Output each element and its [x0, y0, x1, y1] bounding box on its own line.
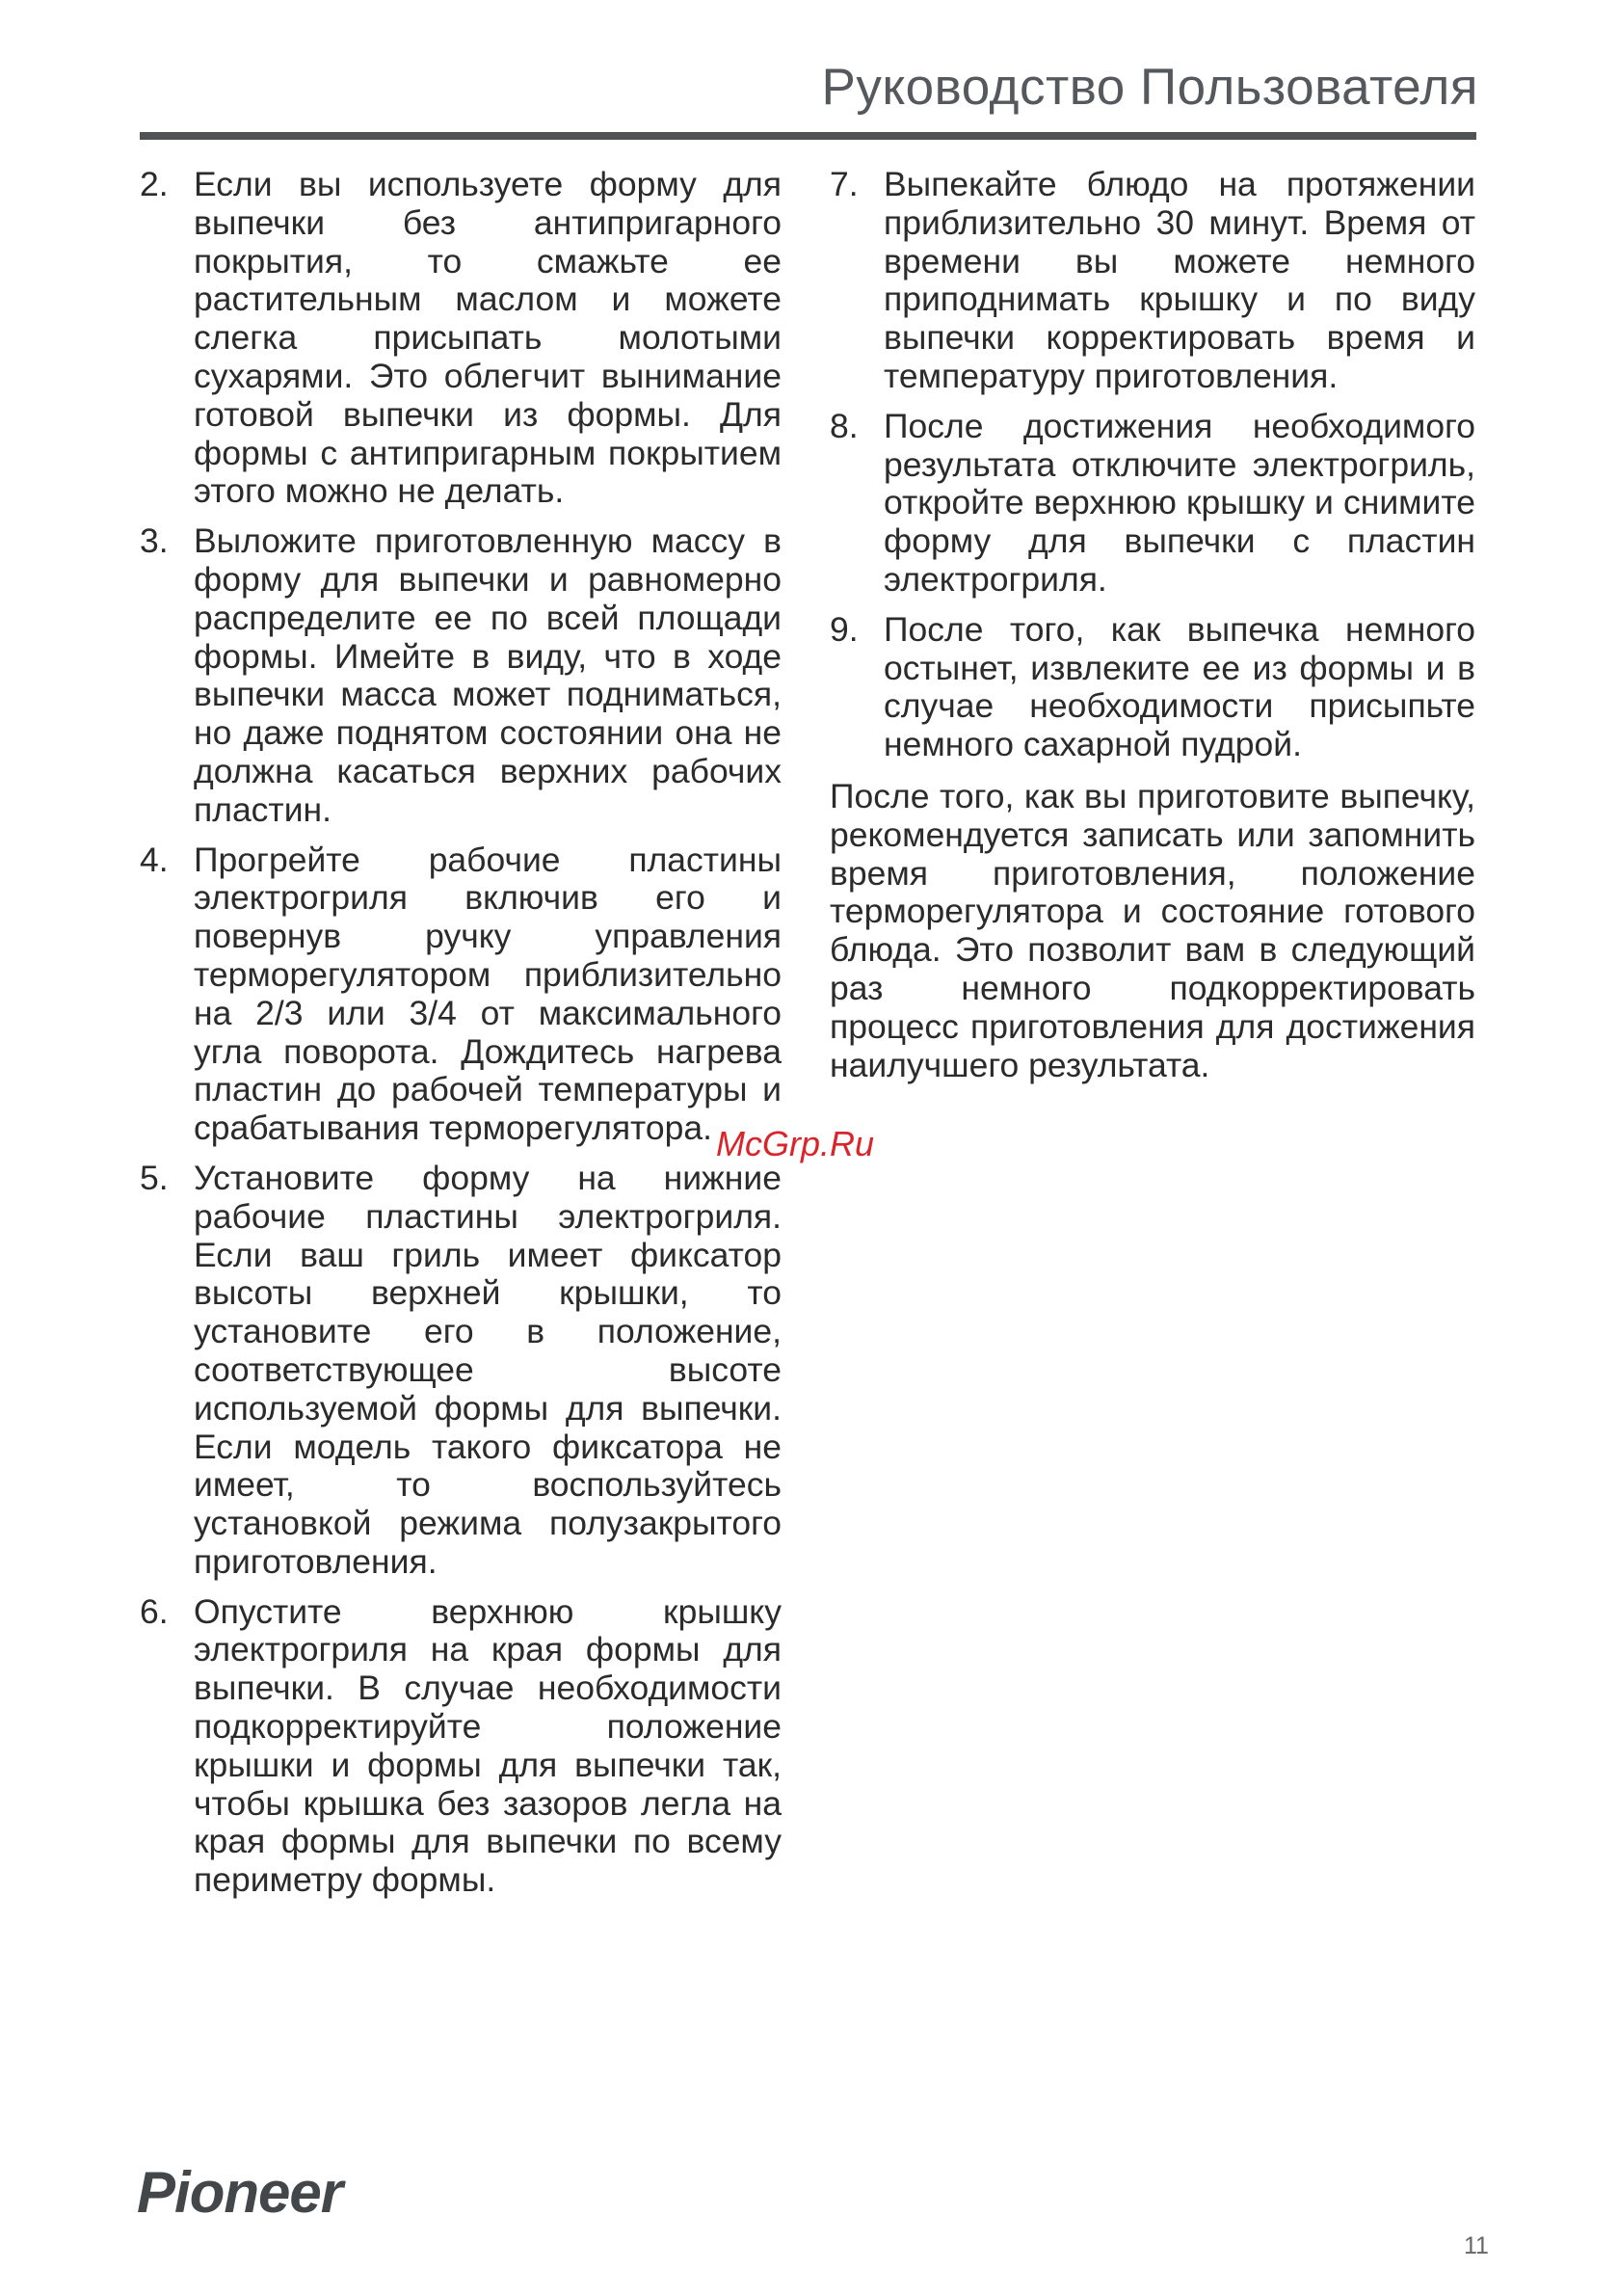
step-text: Опустите верхнюю крышку электрогриля на края формы для выпечки. В случае необходимости подкорректируйте положение крышки и формы для выпечки так, чтобы крышка без зазоров легла на края формы для выпечки по всему периметру формы. [194, 1591, 782, 1900]
brand-logo: Pioneer [137, 2160, 343, 2225]
header-divider [140, 132, 1476, 140]
step-number: 7. [830, 165, 859, 203]
step-text: После того, как выпечка немного остынет, извлеките ее из формы и в случае необходимости присыпьте немного сахарной пудрой. [884, 609, 1475, 764]
step-text: Прогрейте рабочие пластины электрогриля включив его и повернув ручку управления терморегулятором приблизительно на 2/3 или 3/4 от максимального угла поворота. Дождитесь нагрева пластин до рабочей температуры и срабатывания терморегулятора. [194, 840, 782, 1148]
list-item [140, 1593, 782, 1900]
step-number: 4. [140, 840, 169, 879]
list-item [140, 841, 782, 1148]
step-text: После достижения необходимого результата отключите электрогриль, откройте верхнюю крышку и снимите форму для выпечки с пластин электрогриля. [884, 406, 1475, 599]
list-item [830, 611, 1475, 764]
step-number: 5. [140, 1158, 169, 1197]
list-item [830, 166, 1475, 396]
list-item [140, 166, 782, 511]
closing-paragraph: После того, как вы приготовите выпечку, рекомендуется записать или запомнить время приготовления, положение терморегулятора и состояние готового блюда. Это позволит вам в следующий раз немного подкорректировать процесс приготовления для достижения наилучшего результата. [830, 776, 1475, 1084]
steps-list-left [140, 166, 782, 1900]
steps-list-right [830, 166, 1475, 764]
step-text: Выложите приготовленную массу в форму для выпечки и равномерно распределите ее по всей площади формы. Имейте в виду, что в ходе выпечки масса может подниматься, но даже поднятом состоянии она не должна касаться верхних рабочих пластин. [194, 521, 782, 829]
list-item [140, 522, 782, 829]
page-number: 11 [1464, 2232, 1489, 2259]
step-text: Установите форму на нижние рабочие пластины электрогриля. Если ваш гриль имеет фиксатор высоты верхней крышки, то установите его в положение, соответствующее высоте используемой формы для выпечки. Если модель такого фиксатора не имеет, то воспользуйтесь установкой режима полузакрытого приготовления. [194, 1158, 782, 1581]
list-item [830, 408, 1475, 600]
step-number: 3. [140, 521, 169, 561]
step-number: 6. [140, 1591, 169, 1631]
step-number: 2. [140, 165, 169, 203]
step-number: 8. [830, 406, 859, 445]
step-text: Выпекайте блюдо на протяжении приблизительно 30 минут. Время от времени вы можете немного приподнимать крышку и по виду выпечки корректировать время и температуру приготовления. [884, 165, 1475, 395]
step-text: Если вы используете форму для выпечки без антипригарного покрытия, то смажьте ее растительным маслом и можете слегка присыпать молотыми сухарями. Это облегчит вынимание готовой выпечки из формы. Для формы с антипригарным покрытием этого можно не делать. [194, 165, 782, 511]
step-number: 9. [830, 609, 859, 649]
list-item [140, 1160, 782, 1582]
right-column [830, 166, 1475, 1084]
left-column [140, 166, 782, 1911]
watermark: McGrp.Ru [716, 1124, 875, 1163]
page-header-title: Руководство Пользователя [821, 59, 1478, 116]
